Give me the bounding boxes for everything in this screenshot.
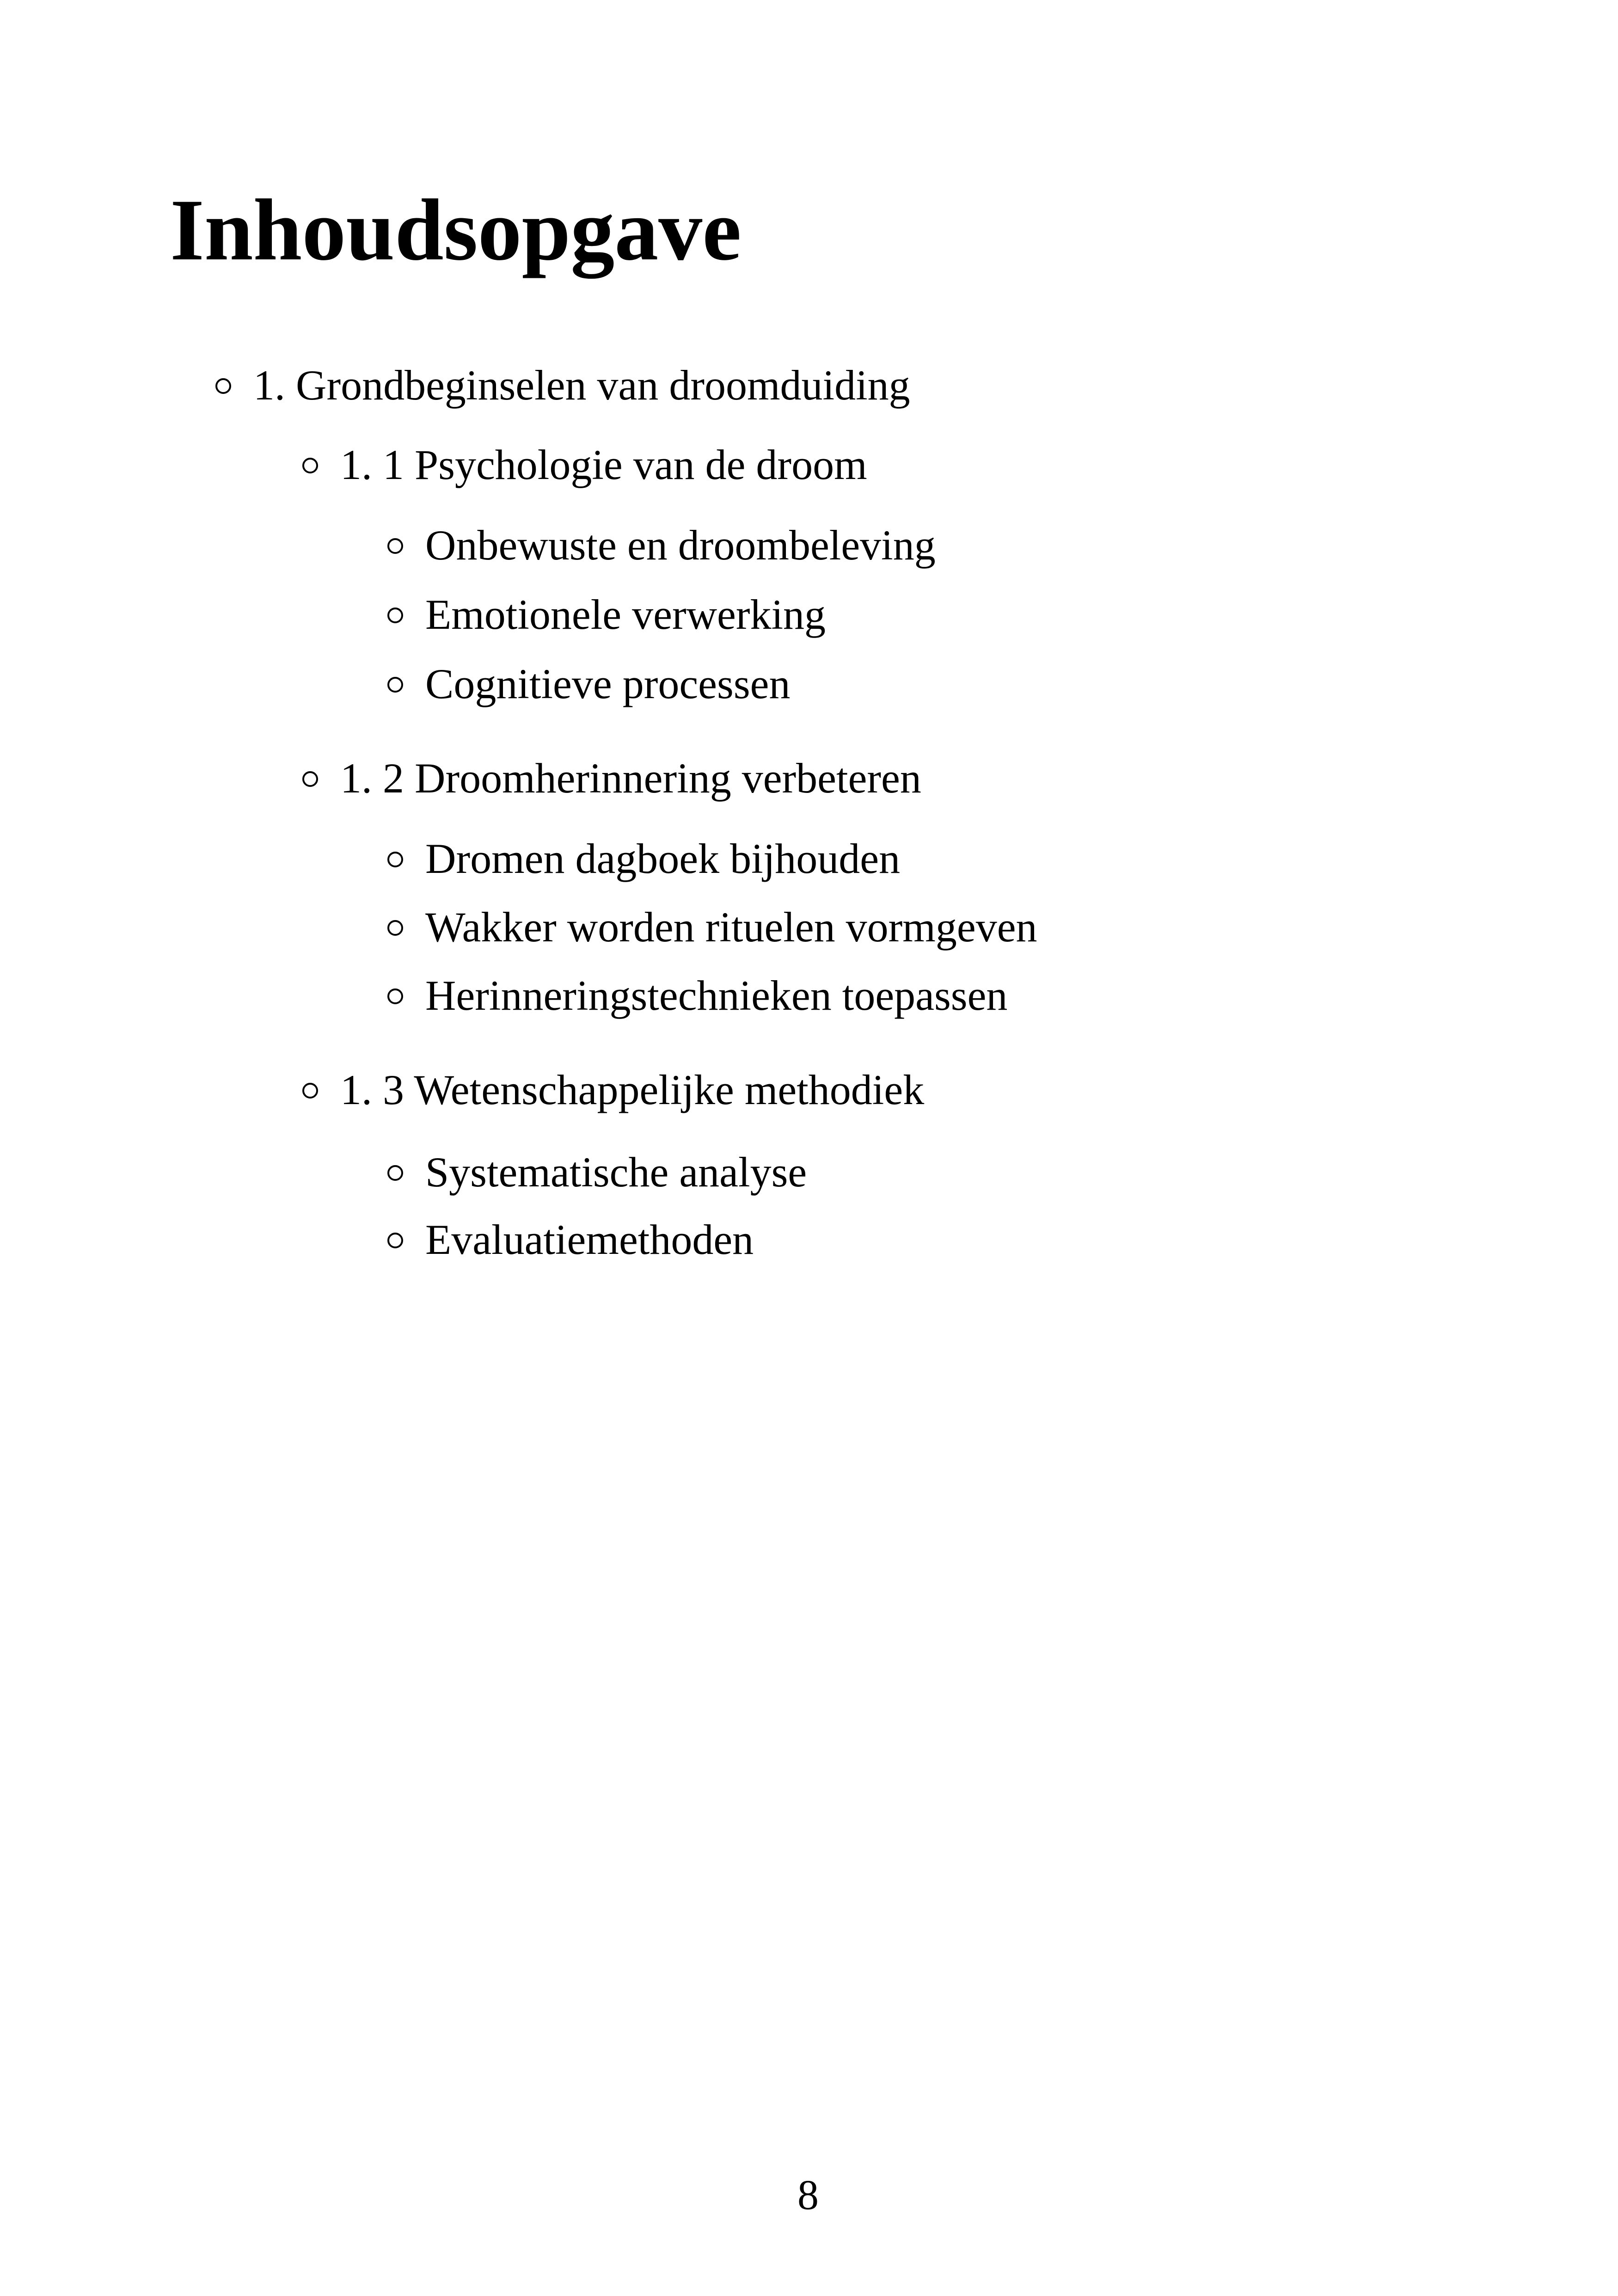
circle-bullet-icon xyxy=(387,608,403,623)
toc-section-1-1[interactable] xyxy=(302,439,867,490)
toc-entry-label: Systematische analyse xyxy=(425,1148,807,1196)
page-title: Inhoudsopgave xyxy=(170,182,742,279)
circle-bullet-icon xyxy=(387,852,403,867)
circle-bullet-icon xyxy=(387,920,403,936)
circle-bullet-icon xyxy=(215,378,231,394)
toc-section-1-2[interactable] xyxy=(302,753,921,804)
toc-item[interactable] xyxy=(387,970,1007,1021)
circle-bullet-icon xyxy=(302,771,318,787)
toc-entry-label: Onbewuste en droombeleving xyxy=(425,522,936,569)
circle-bullet-icon xyxy=(302,458,318,473)
toc-section-1-3[interactable] xyxy=(302,1064,924,1115)
circle-bullet-icon xyxy=(387,1165,403,1181)
toc-entry-label: Herinneringstechnieken toepassen xyxy=(425,972,1008,1019)
circle-bullet-icon xyxy=(387,988,403,1004)
circle-bullet-icon xyxy=(387,1233,403,1248)
toc-entry-label: 1. 3 Wetenschappelijke methodiek xyxy=(340,1066,925,1113)
page-number: 8 xyxy=(797,2171,819,2218)
toc-item[interactable] xyxy=(387,902,1037,952)
toc-entry-label: 1. 2 Droomherinnering verbeteren xyxy=(340,755,921,802)
toc-entry-label: 1. 1 Psychologie van de droom xyxy=(340,441,867,488)
toc-entry-label: Dromen dagboek bijhouden xyxy=(425,835,901,882)
toc-entry-label: Emotionele verwerking xyxy=(425,591,826,638)
toc-entry-label: Evaluatiemethoden xyxy=(425,1216,754,1263)
toc-entry-label: Cognitieve processen xyxy=(425,660,791,707)
toc-item[interactable] xyxy=(387,1147,807,1197)
toc-entry-label: 1. Grondbeginselen van droomduiding xyxy=(253,362,910,409)
toc-item[interactable] xyxy=(387,520,936,571)
toc-item[interactable] xyxy=(387,589,826,640)
toc-chapter-1[interactable] xyxy=(215,360,910,411)
circle-bullet-icon xyxy=(387,538,403,554)
circle-bullet-icon xyxy=(387,677,403,693)
toc-item[interactable] xyxy=(387,1214,754,1265)
circle-bullet-icon xyxy=(302,1083,318,1099)
toc-item[interactable] xyxy=(387,833,900,884)
toc-item[interactable] xyxy=(387,658,790,709)
toc-entry-label: Wakker worden rituelen vormgeven xyxy=(425,903,1037,951)
